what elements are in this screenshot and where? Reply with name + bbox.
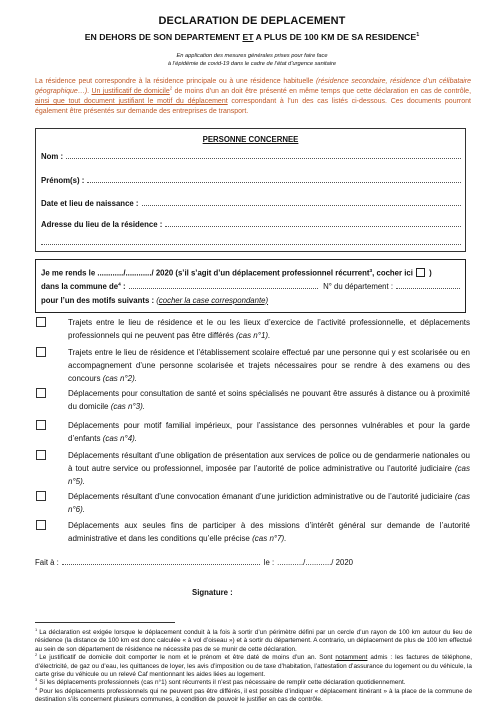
person-section-heading: PERSONNE CONCERNEE xyxy=(202,135,299,144)
reason-3-text xyxy=(68,387,470,413)
reason-3-description: Déplacements pour consultation de santé et soins spécialisés ne pouvant être assurés à distance ou à proximité du domicile xyxy=(68,389,470,411)
nom-label: Nom : xyxy=(41,152,64,161)
reason-4-description: Déplacements pour motif familial impérieux, pour l’assistance des personnes vulnérables et pour la garde d’enfants xyxy=(68,421,470,443)
reason-5-description: Déplacements résultant d’une obligation de présentation aux services de police ou de gendarmerie nationales ou à tout autre service ou professionnel, imposée par l’autorité de police administrative ou l’autorité judiciaire xyxy=(68,451,470,473)
footnote-2-mark: 2 xyxy=(35,652,38,658)
place-field[interactable] xyxy=(62,559,260,565)
reason-6-case: (cas n°6). xyxy=(68,492,470,514)
reason-4-checkbox[interactable] xyxy=(36,420,46,430)
reason-4-case: (cas n°4). xyxy=(102,434,138,443)
check-here-text: , cocher ici xyxy=(372,268,413,277)
footnote-1 xyxy=(35,626,472,654)
commune-field[interactable] xyxy=(129,283,319,289)
reason-1-description: Trajets entre le lieu de résidence et le ou les lieux d’exercice de l’activité professionnelle, et déplacements professionnels qui ne peuvent pas être différés xyxy=(68,318,470,340)
commune-label xyxy=(41,282,126,292)
document-subtitle xyxy=(0,32,504,43)
reason-2-checkbox[interactable] xyxy=(36,347,46,357)
person-section xyxy=(35,128,466,252)
reason-2-text xyxy=(68,346,470,385)
intro-part-5: de moins d’un an doit être présenté en même temps que cette déclaration en cas de contrôle, xyxy=(172,88,472,95)
reason-4-text xyxy=(68,419,470,445)
intro-underlined-document: ainsi que tout document justifiant le motif du déplacement xyxy=(35,98,228,105)
motifs-label: pour l’un des motifs suivants : xyxy=(41,295,157,305)
recurrent-close: ) xyxy=(426,268,432,277)
prenom-field[interactable] xyxy=(87,177,461,183)
signoff-row xyxy=(35,558,353,568)
birth-row xyxy=(41,199,461,209)
birth-label: Date et lieu de naissance : xyxy=(41,199,139,208)
motifs-hint: (cocher la case correspondante) xyxy=(156,295,269,305)
reason-2-case: (cas n°2). xyxy=(102,374,138,383)
commune-label-text: dans la commune de xyxy=(41,281,119,291)
reason-item-2 xyxy=(36,346,472,386)
document-title: DECLARATION DE DEPLACEMENT xyxy=(158,15,346,27)
reason-7-description: Déplacements aux seules fins de participer à des missions d’intérêt général sur demande de l’autorité administrative et dans les conditions qu’elle précise xyxy=(68,521,470,543)
reason-2-description: Trajets entre le lieu de résidence et l’établissement scolaire effectué par une personne qui y est scolarisée ou en accompagnement d’une personne scolarisée et trajets nécessaires pour se rendre à des examens ou des concours xyxy=(68,348,470,383)
department-label: N° du département : xyxy=(323,281,393,291)
address-field[interactable] xyxy=(165,221,461,227)
department-field[interactable] xyxy=(396,283,460,289)
legal-note-line-2: à l’épidémie de covid-19 dans le cadre de l’état d’urgence sanitaire xyxy=(167,61,337,67)
reason-6-text xyxy=(68,490,470,516)
signoff-date-label: le : xyxy=(263,558,275,567)
footnote-3-mark: 3 xyxy=(35,677,38,683)
trip-date-field[interactable]: ............/............/ 2020 xyxy=(97,268,174,277)
recurrent-checkbox[interactable] xyxy=(416,268,425,277)
subtitle-underlined-et: ET xyxy=(242,32,254,42)
commune-colon: : xyxy=(120,281,126,291)
footnotes xyxy=(35,626,472,705)
commune-row xyxy=(41,282,460,292)
subtitle-footnote-ref: 1 xyxy=(416,32,420,39)
intro-italic-part: (résidence secondaire, résidence d’un célibataire géographique…) xyxy=(35,78,471,95)
prenom-label: Prénom(s) : xyxy=(41,176,85,185)
reason-7-text xyxy=(68,519,470,545)
reason-1-checkbox[interactable] xyxy=(36,317,46,327)
intro-part-7: correspondant à l’un des cas listés ci-dessous. Ces documents pourront également être présentés sur demande des entreprises de transport. xyxy=(35,98,471,115)
prenom-row xyxy=(41,176,461,186)
subtitle-part-a: EN DEHORS DE SON DEPARTEMENT xyxy=(84,32,243,42)
nom-row xyxy=(41,152,461,162)
intro-footnote-ref-2: 2 xyxy=(169,85,173,91)
subtitle-part-b: A PLUS DE 100 KM DE SA RESIDENCE xyxy=(253,32,417,42)
footnote-3-text: Si les déplacements professionnels (cas n°1) sont récurrents il n’est pas nécessaire de remplir cette déclaration quotidiennement. xyxy=(39,679,406,687)
reason-5-text xyxy=(68,449,470,488)
signoff-date-field[interactable]: ............/............/ 2020 xyxy=(277,558,353,567)
trip-date-row xyxy=(41,268,460,279)
reason-1-text xyxy=(68,316,470,342)
footnote-1-text: La déclaration est exigée lorsque le déplacement conduit à la fois à sortir d’un périmètre défini par un cercle d’un rayon de 100 km autour du lieu de résidence (la distance de 100 km est donc calculée « à vol d’oiseau ») et à sortir du département. A contrario, un déplacement de plus de 100 km effectué au sein de son département de résidence ne nécessite pas de se munir de cette déclaration. xyxy=(35,629,472,653)
footnote-4 xyxy=(35,685,472,705)
reason-3-case: (cas n°3). xyxy=(110,402,146,411)
reason-6-description: Déplacements résultant d’une convocation émanant d’une juridiction administrative ou de l’autorité judiciaire xyxy=(68,492,455,501)
footnote-1-mark: 1 xyxy=(35,626,38,632)
reason-7-checkbox[interactable] xyxy=(36,520,46,530)
trip-section xyxy=(35,259,466,313)
legal-note xyxy=(0,52,504,68)
reason-6-checkbox[interactable] xyxy=(36,491,46,501)
footnote-2 xyxy=(35,654,472,679)
footnote-2-text-a: Le justificatif de domicile doit comporter le nom et le prénom et être daté de moins d’un an. Sont xyxy=(39,654,336,662)
address-row xyxy=(41,220,461,230)
commune-footnote-ref: 4 xyxy=(118,281,121,287)
address-label: Adresse du lieu de la résidence : xyxy=(41,220,163,229)
footnote-4-mark: 4 xyxy=(35,685,38,691)
footnote-3 xyxy=(35,679,472,687)
motifs-row xyxy=(41,296,460,306)
reason-5-checkbox[interactable] xyxy=(36,450,46,460)
footnote-divider xyxy=(35,622,175,623)
footnote-2-text-b: admis : les factures de téléphone, d’électricité, de gaz ou d’eau, les quittances de loyer, les avis d’imposition ou de taxe d’habitation, l’attestation d’assurance du logement ou du véhicule, la carte grise du véhicule ou un relevé Caf mentionnant les aides liées au logement. xyxy=(35,654,472,679)
reason-3-checkbox[interactable] xyxy=(36,388,46,398)
intro-paragraph xyxy=(35,77,471,117)
reason-item-7 xyxy=(36,519,472,559)
recurrent-footnote-ref: 3 xyxy=(369,268,373,274)
recurrent-text: (s’il s’agit d’un déplacement professionnel récurrent xyxy=(173,268,370,277)
intro-part-1: La résidence peut correspondre à la résidence principale ou à une résidence habituelle xyxy=(35,78,316,85)
reason-7-case: (cas n°7). xyxy=(252,534,287,543)
intro-part-3: . xyxy=(87,88,92,95)
address-line-2-field[interactable] xyxy=(41,238,461,245)
reason-item-5 xyxy=(36,449,472,489)
reason-5-case: (cas n°5). xyxy=(68,464,470,486)
nom-field[interactable] xyxy=(66,153,461,159)
place-label: Fait à : xyxy=(35,558,59,567)
footnote-4-text: Pour les déplacements professionnels qui ne peuvent pas être différés, il est possible d’indiquer « déplacement itinérant » à la place de la commune de destination s’ils concernent plusieurs communes, à condition de pouvoir le justifier en cas de contrôle. xyxy=(35,687,472,704)
footnote-2-underlined: notamment xyxy=(335,654,368,662)
legal-note-line-1: En application des mesures générales prises pour faire face xyxy=(176,53,328,59)
signature-label: Signature : xyxy=(192,588,233,597)
birth-field[interactable] xyxy=(142,200,462,206)
reason-1-case: (cas n°1). xyxy=(235,331,271,340)
intro-underlined-justificatif: Un justificatif de domicile xyxy=(91,88,170,95)
trip-lead: Je me rends le xyxy=(41,268,98,277)
